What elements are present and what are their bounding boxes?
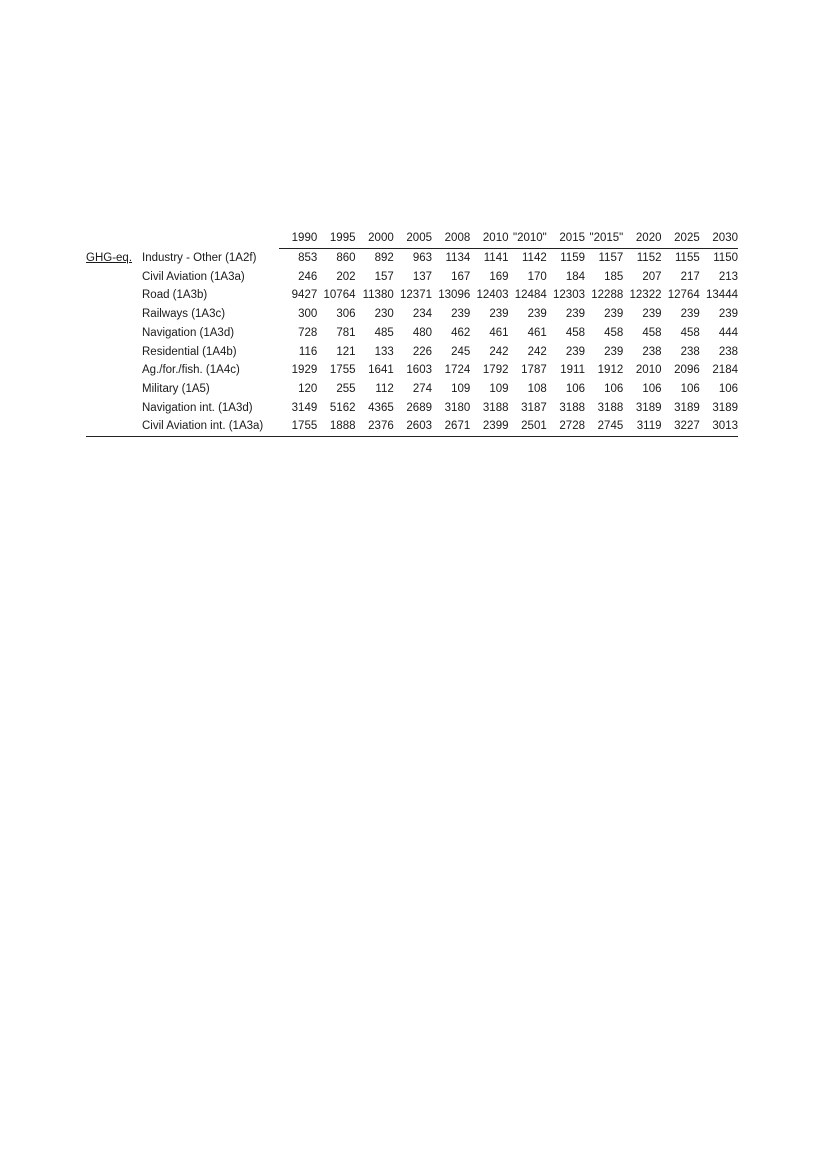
value-cell: 444 bbox=[718, 326, 738, 339]
group-label bbox=[86, 399, 140, 418]
value-cell: 239 bbox=[565, 308, 585, 321]
value-cell: 892 bbox=[374, 252, 394, 264]
value-cell: 1134 bbox=[445, 252, 471, 264]
value-cell: 242 bbox=[489, 345, 509, 358]
table-row bbox=[86, 249, 738, 268]
table-row bbox=[86, 324, 738, 343]
value-cell: 234 bbox=[412, 308, 432, 321]
value-cell: 157 bbox=[374, 270, 394, 283]
value-cell: 12303 bbox=[553, 289, 585, 302]
value-cell: 1152 bbox=[636, 252, 662, 264]
group-label bbox=[86, 305, 140, 324]
value-cell: 458 bbox=[565, 326, 585, 339]
row-label: Military (1A5) bbox=[142, 382, 210, 395]
value-cell: 1142 bbox=[522, 252, 547, 264]
value-cell: 3013 bbox=[700, 417, 738, 436]
value-cell: 4365 bbox=[368, 401, 394, 414]
year-header: 1990 bbox=[279, 228, 317, 249]
value-cell: 120 bbox=[298, 382, 318, 395]
value-cell: 238 bbox=[680, 345, 700, 358]
header-blank-group bbox=[86, 228, 140, 249]
value-cell: 184 bbox=[565, 270, 585, 283]
value-cell: 106 bbox=[718, 382, 738, 395]
table-row bbox=[86, 399, 738, 418]
year-header: 2008 bbox=[432, 228, 470, 249]
value-cell: 458 bbox=[604, 326, 624, 339]
value-cell: 2184 bbox=[712, 364, 738, 377]
value-cell: 239 bbox=[451, 308, 471, 321]
year-header: 2025 bbox=[662, 228, 700, 249]
value-cell: 12371 bbox=[400, 289, 432, 302]
value-cell: 245 bbox=[451, 345, 471, 358]
value-cell: 480 bbox=[412, 326, 432, 339]
table-row bbox=[86, 268, 738, 287]
value-cell: 121 bbox=[336, 345, 356, 358]
row-label: Railways (1A3c) bbox=[142, 308, 226, 321]
value-cell: 246 bbox=[298, 270, 318, 283]
value-cell: 106 bbox=[604, 382, 624, 395]
row-label: Civil Aviation int. (1A3a) bbox=[140, 417, 279, 436]
group-label bbox=[86, 268, 140, 287]
value-cell: 860 bbox=[336, 252, 356, 264]
value-cell: 239 bbox=[642, 308, 662, 321]
value-cell: 458 bbox=[642, 326, 662, 339]
value-cell: 169 bbox=[489, 270, 509, 283]
value-cell: 217 bbox=[680, 270, 700, 283]
value-cell: 458 bbox=[680, 326, 700, 339]
value-cell: 2745 bbox=[585, 417, 623, 436]
value-cell: 1929 bbox=[291, 364, 318, 377]
group-label bbox=[86, 343, 140, 362]
table-row bbox=[86, 361, 738, 380]
value-cell: 12322 bbox=[629, 289, 662, 302]
value-cell: 239 bbox=[565, 345, 585, 358]
group-label bbox=[86, 361, 140, 380]
table-row bbox=[86, 286, 738, 305]
value-cell: 3227 bbox=[662, 417, 700, 436]
value-cell: 1159 bbox=[560, 252, 585, 264]
year-header: 2010 bbox=[470, 228, 508, 249]
group-label bbox=[86, 324, 140, 343]
value-cell: 1792 bbox=[482, 364, 509, 377]
value-cell: 2671 bbox=[432, 417, 470, 436]
value-cell: 239 bbox=[604, 345, 624, 358]
value-cell: 202 bbox=[336, 270, 356, 283]
value-cell: 207 bbox=[642, 270, 662, 283]
row-label: Road (1A3b) bbox=[142, 289, 208, 302]
value-cell: 963 bbox=[412, 252, 432, 264]
value-cell: 3189 bbox=[674, 401, 700, 414]
value-cell: 1787 bbox=[521, 364, 547, 377]
value-cell: 12484 bbox=[514, 289, 547, 302]
year-header: 2005 bbox=[394, 228, 432, 249]
value-cell: 185 bbox=[604, 270, 624, 283]
row-label: Ag./for./fish. (1A4c) bbox=[142, 364, 240, 377]
group-label bbox=[86, 380, 140, 399]
value-cell: 239 bbox=[680, 308, 700, 321]
value-cell: 3187 bbox=[521, 401, 547, 414]
value-cell: 1150 bbox=[713, 252, 738, 264]
value-cell: 3188 bbox=[482, 401, 509, 414]
value-cell: 306 bbox=[336, 308, 356, 321]
value-cell: 300 bbox=[298, 308, 318, 321]
value-cell: 853 bbox=[298, 252, 318, 264]
row-label: Navigation int. (1A3d) bbox=[142, 401, 253, 414]
value-cell: 106 bbox=[680, 382, 700, 395]
table-header bbox=[86, 228, 738, 249]
value-cell: 238 bbox=[642, 345, 662, 358]
value-cell: 1141 bbox=[483, 252, 509, 264]
value-cell: 2010 bbox=[635, 364, 662, 377]
value-cell: 238 bbox=[718, 345, 738, 358]
value-cell: 10764 bbox=[323, 289, 356, 302]
year-header: 2015 bbox=[547, 228, 585, 249]
header-row bbox=[86, 228, 738, 249]
group-label: GHG-eq. bbox=[86, 251, 133, 264]
value-cell: 1724 bbox=[444, 364, 471, 377]
value-cell: 2376 bbox=[356, 417, 394, 436]
value-cell: 728 bbox=[298, 326, 318, 339]
value-cell: 1641 bbox=[368, 364, 394, 377]
value-cell: 2728 bbox=[547, 417, 585, 436]
value-cell: 1603 bbox=[406, 364, 432, 377]
value-cell: 2603 bbox=[394, 417, 432, 436]
value-cell: 3180 bbox=[444, 401, 471, 414]
value-cell: 3188 bbox=[597, 401, 624, 414]
value-cell: 5162 bbox=[329, 401, 356, 414]
value-cell: 133 bbox=[374, 345, 394, 358]
row-label: Industry - Other (1A2f) bbox=[142, 251, 257, 264]
value-cell: 137 bbox=[412, 270, 432, 283]
table-row bbox=[86, 380, 738, 399]
value-cell: 11380 bbox=[362, 289, 394, 302]
value-cell: 9427 bbox=[291, 289, 318, 302]
value-cell: 3189 bbox=[635, 401, 662, 414]
value-cell: 109 bbox=[489, 382, 509, 395]
row-label: Residential (1A4b) bbox=[142, 345, 237, 358]
value-cell: 116 bbox=[298, 345, 318, 358]
value-cell: 462 bbox=[451, 326, 471, 339]
value-cell: 1157 bbox=[598, 252, 624, 264]
value-cell: 2501 bbox=[509, 417, 547, 436]
year-header: 2020 bbox=[623, 228, 661, 249]
year-header: 1995 bbox=[317, 228, 355, 249]
value-cell: 1912 bbox=[597, 364, 624, 377]
value-cell: 1888 bbox=[317, 417, 355, 436]
row-label: Navigation (1A3d) bbox=[142, 326, 235, 339]
value-cell: 13096 bbox=[438, 289, 471, 302]
value-cell: 485 bbox=[374, 326, 394, 339]
value-cell: 12288 bbox=[591, 289, 624, 302]
value-cell: 1755 bbox=[279, 417, 317, 436]
value-cell: 239 bbox=[718, 308, 738, 321]
value-cell: 108 bbox=[527, 382, 547, 395]
row-label: Civil Aviation (1A3a) bbox=[142, 270, 245, 283]
value-cell: 255 bbox=[336, 382, 356, 395]
value-cell: 170 bbox=[527, 270, 547, 283]
value-cell: 239 bbox=[604, 308, 624, 321]
value-cell: 3149 bbox=[291, 401, 318, 414]
value-cell: 106 bbox=[565, 382, 585, 395]
value-cell: 12403 bbox=[476, 289, 509, 302]
header-blank-label bbox=[140, 228, 279, 249]
year-header: "2015" bbox=[585, 228, 623, 249]
value-cell: 106 bbox=[642, 382, 662, 395]
value-cell: 13444 bbox=[706, 289, 738, 302]
table-row bbox=[86, 305, 738, 324]
table-body bbox=[86, 249, 738, 437]
value-cell: 226 bbox=[412, 345, 432, 358]
year-header: "2010" bbox=[509, 228, 547, 249]
value-cell: 3189 bbox=[712, 401, 738, 414]
value-cell: 112 bbox=[375, 382, 394, 395]
value-cell: 3188 bbox=[559, 401, 585, 414]
value-cell: 2689 bbox=[406, 401, 432, 414]
value-cell: 1755 bbox=[329, 364, 356, 377]
group-label bbox=[86, 286, 140, 305]
value-cell: 1155 bbox=[675, 252, 700, 264]
value-cell: 213 bbox=[718, 270, 738, 283]
value-cell: 274 bbox=[412, 382, 432, 395]
value-cell: 2399 bbox=[470, 417, 508, 436]
value-cell: 3119 bbox=[623, 417, 661, 436]
value-cell: 2096 bbox=[674, 364, 700, 377]
value-cell: 109 bbox=[451, 382, 471, 395]
value-cell: 781 bbox=[336, 326, 356, 339]
year-header: 2030 bbox=[700, 228, 738, 249]
emissions-table bbox=[86, 228, 738, 437]
table-row bbox=[86, 417, 738, 436]
value-cell: 461 bbox=[527, 326, 547, 339]
value-cell: 1911 bbox=[560, 364, 585, 377]
value-cell: 461 bbox=[489, 326, 509, 339]
value-cell: 242 bbox=[527, 345, 547, 358]
year-header: 2000 bbox=[356, 228, 394, 249]
value-cell: 239 bbox=[527, 308, 547, 321]
value-cell: 12764 bbox=[667, 289, 700, 302]
value-cell: 167 bbox=[451, 270, 471, 283]
value-cell: 239 bbox=[489, 308, 509, 321]
table-row bbox=[86, 343, 738, 362]
group-label bbox=[86, 417, 140, 436]
value-cell: 230 bbox=[374, 308, 394, 321]
